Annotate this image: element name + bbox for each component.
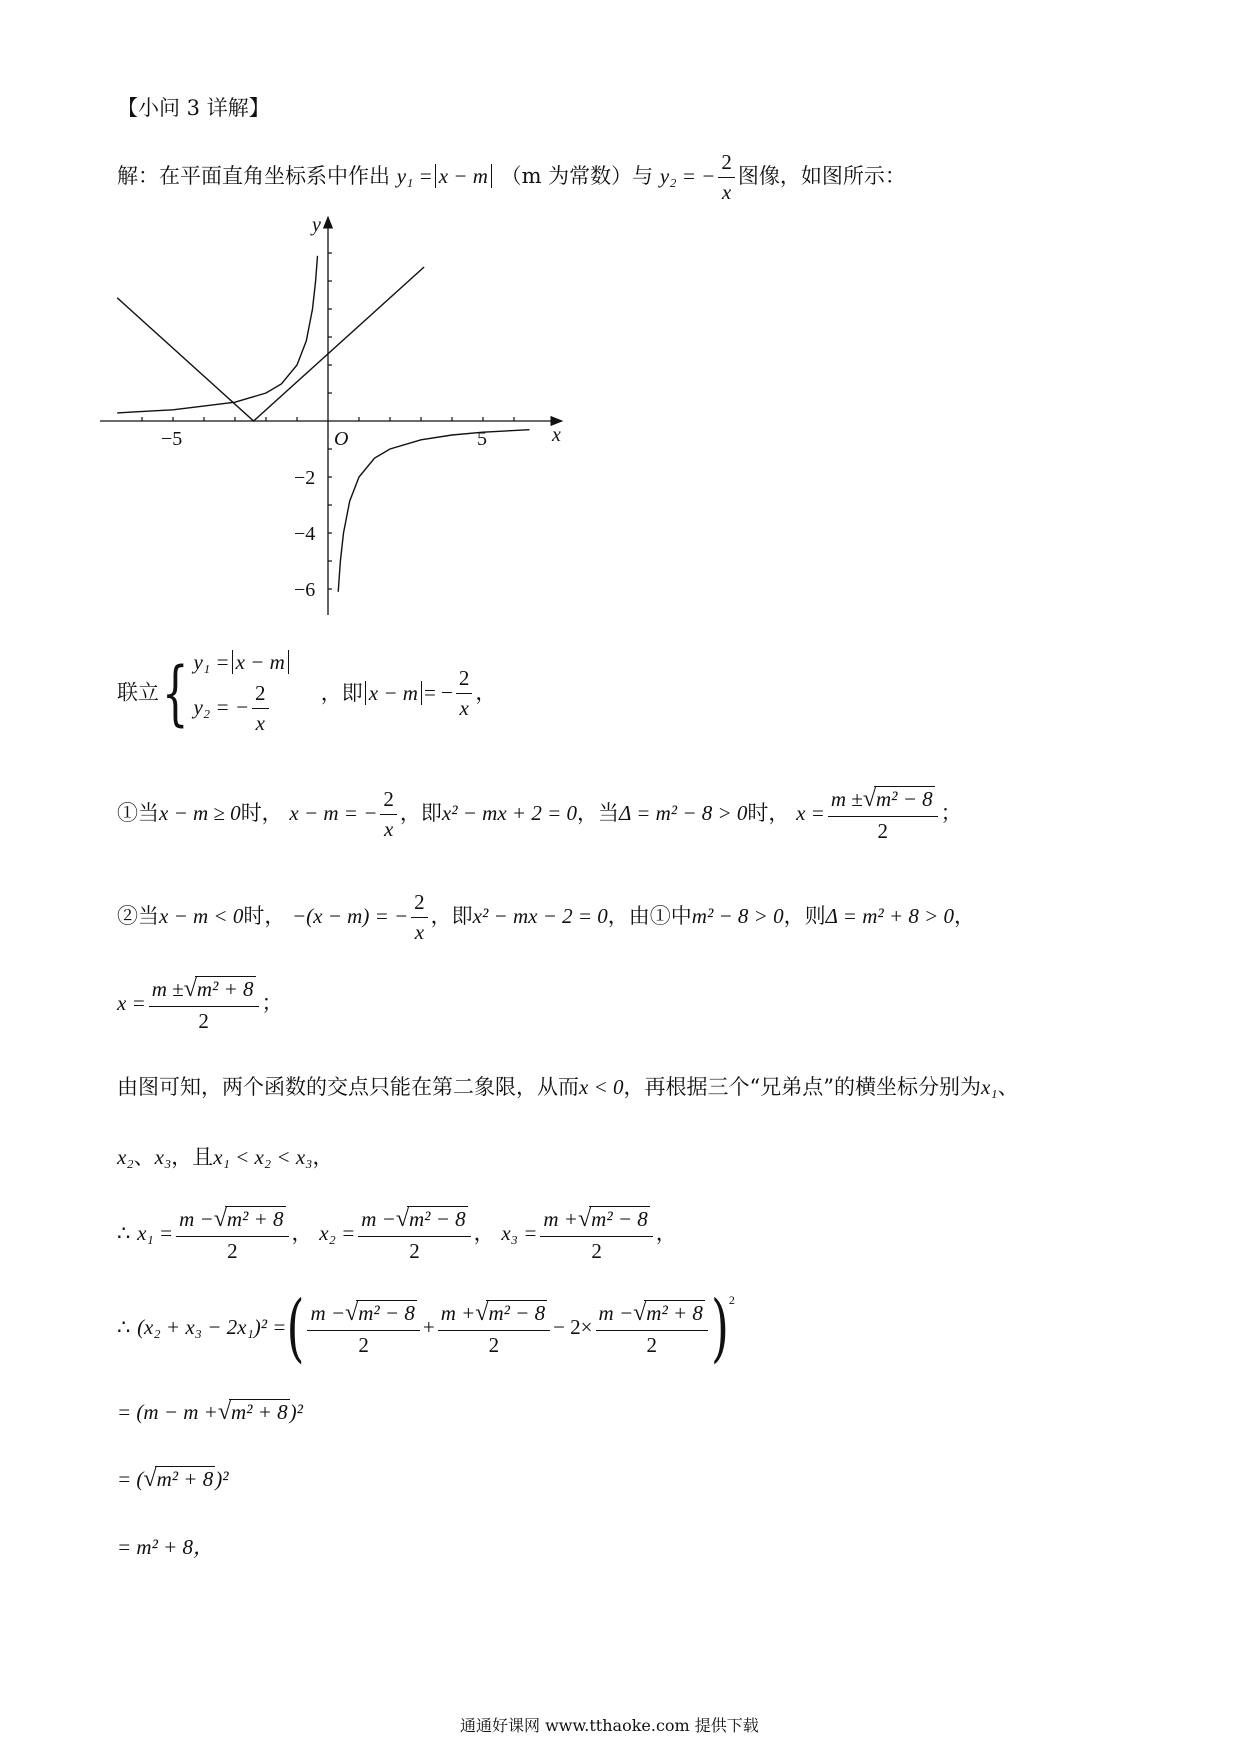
case1-t1: 时， xyxy=(240,800,283,825)
section-heading: 【小问 3 详解】 xyxy=(117,96,270,120)
sys-rhs-abs: x − m xyxy=(365,681,422,705)
system-block: 联立{ y₁ = x − m y₂ = − $\frac{2}{x}$ ，即 x − m = − $\frac{2}{x}$ ， xyxy=(117,650,497,736)
case1-t3: ，当 xyxy=(577,800,619,825)
case1-disc: Δ = m² − 8 > 0 xyxy=(619,800,748,825)
case1-t4: 时， xyxy=(747,800,790,825)
y-tick-label: −6 xyxy=(294,579,316,601)
sys-eq2-lhs: y₂ = − xyxy=(193,695,250,720)
footer-text: 通通好课网 www.tthaoke.com 提供下载 xyxy=(460,1716,759,1735)
reason-line2: x₂、x₃，且x₁ < x₂ < x₃， xyxy=(117,1145,334,1169)
intro-y2: y₂ = − xyxy=(659,164,716,189)
calc-line4: = m² + 8， xyxy=(117,1535,215,1559)
case2-lead: ②当 xyxy=(117,904,159,929)
roots-line: ∴ x₁ = $\frac{\text{m −√m² + 8}}{2}$ ， x₂ = $\frac{\text{m −√m² − 8}}{2}$ ， x₃ = $\frac{\text{m +√m² − 8}}{2}$ ， xyxy=(117,1206,677,1263)
case1-frac: $\frac{2}{x}$ xyxy=(380,787,397,842)
origin-label: O xyxy=(334,428,349,450)
y-tick-label: −4 xyxy=(294,523,316,545)
case1-cond: x − m ≥ 0 xyxy=(159,800,241,825)
intro-line xyxy=(117,150,906,205)
case1-quad: x² − mx + 2 = 0 xyxy=(441,800,577,825)
series-hyperbola-left xyxy=(117,256,317,413)
case1-end: ； xyxy=(940,800,962,825)
calc-line3: = (√m² + 8)² xyxy=(117,1466,229,1492)
case2-frac: $\frac{2}{x}$ xyxy=(411,890,428,945)
x3-frac: $\frac{\text{m +√m² − 8}}{2}$ xyxy=(540,1205,652,1264)
intro-frac: $\frac{2}{x}$ xyxy=(718,150,735,205)
case2-root: $\frac{\text{m ±√m² + 8}}{2}$ xyxy=(149,975,259,1034)
system-end: ， xyxy=(475,680,497,705)
x2-frac: $\frac{\text{m −√m² − 8}}{2}$ xyxy=(358,1205,470,1264)
case2-quad: x² − mx − 2 = 0 xyxy=(472,904,608,929)
intro-abs: x − m xyxy=(435,164,492,188)
sys-rhs-frac: $\frac{2}{x}$ xyxy=(456,666,473,721)
series-hyperbola-right xyxy=(338,430,529,592)
case2-root-line xyxy=(117,975,283,1034)
calc-line1: ∴ (x₂ + x₃ − 2x₁)² =( $\frac{\text{m −√m² − 8}}{2}$ + $\frac{\text{m +√m² − 8}}{2}$ − 2× $\frac{\text{m −√m² + 8}}{2}$ )$^2$ xyxy=(117,1284,735,1371)
x-axis-label: x xyxy=(552,424,561,446)
intro-y1: y₁ = xyxy=(396,164,433,189)
intro-suffix: 图像，如图所示： xyxy=(737,164,906,189)
sys-rhs-eq: = − xyxy=(423,680,453,705)
y-axis-label: y xyxy=(312,215,321,236)
case2-t2: ，即 xyxy=(430,904,473,929)
system-mid: ，即 xyxy=(320,680,363,705)
y-tick-label: −2 xyxy=(294,467,316,489)
x-tick-label: 5 xyxy=(477,428,487,450)
case2-disc: Δ = m² + 8 > 0 xyxy=(825,904,955,929)
x-tick-label: −5 xyxy=(161,428,183,450)
intro-prefix: 解：在平面直角坐标系中作出 xyxy=(117,164,390,189)
case1-line xyxy=(117,785,962,844)
case2-t3: ，由①中 xyxy=(607,904,692,929)
sys-eq1-lhs: y₁ = xyxy=(193,650,230,674)
system-label: 联立 xyxy=(117,680,159,705)
case1-root: $\frac{\text{m ±√m² − 8}}{2}$ xyxy=(828,785,938,844)
case2-cond: x − m < 0 xyxy=(159,904,244,929)
sys-eq1-abs: x − m xyxy=(232,650,289,674)
case2-xeq: x = xyxy=(117,990,146,1015)
case1-t2: ，即 xyxy=(399,800,442,825)
series-abs-line xyxy=(117,267,424,421)
calc-line2: = (m − m +√m² + 8)² xyxy=(117,1399,303,1425)
reason-line1: 由图可知，两个函数的交点只能在第二象限，从而x < 0，再根据三个“兄弟点”的横坐标分别为x₁、 xyxy=(117,1075,1019,1099)
case2-t1: 时， xyxy=(243,904,286,929)
case2-cond2: m² − 8 > 0 xyxy=(691,904,784,929)
case2-end: ， xyxy=(954,904,976,929)
case2-eq: −(x − m) = − xyxy=(292,904,409,929)
case1-eq: x − m = − xyxy=(289,800,378,825)
case2-end2: ； xyxy=(261,990,283,1015)
intro-note: （m 为常数）与 xyxy=(500,164,654,189)
x1-frac: $\frac{\text{m −√m² + 8}}{2}$ xyxy=(176,1205,288,1264)
case1-xeq: x = xyxy=(796,800,825,825)
case1-lead: ①当 xyxy=(117,800,159,825)
sys-eq2-frac: $\frac{2}{x}$ xyxy=(252,681,269,736)
therefore-symbol: ∴ xyxy=(117,1220,131,1245)
case2-t4: ，则 xyxy=(783,904,826,929)
case2-line xyxy=(117,890,975,945)
function-graph xyxy=(100,215,570,615)
